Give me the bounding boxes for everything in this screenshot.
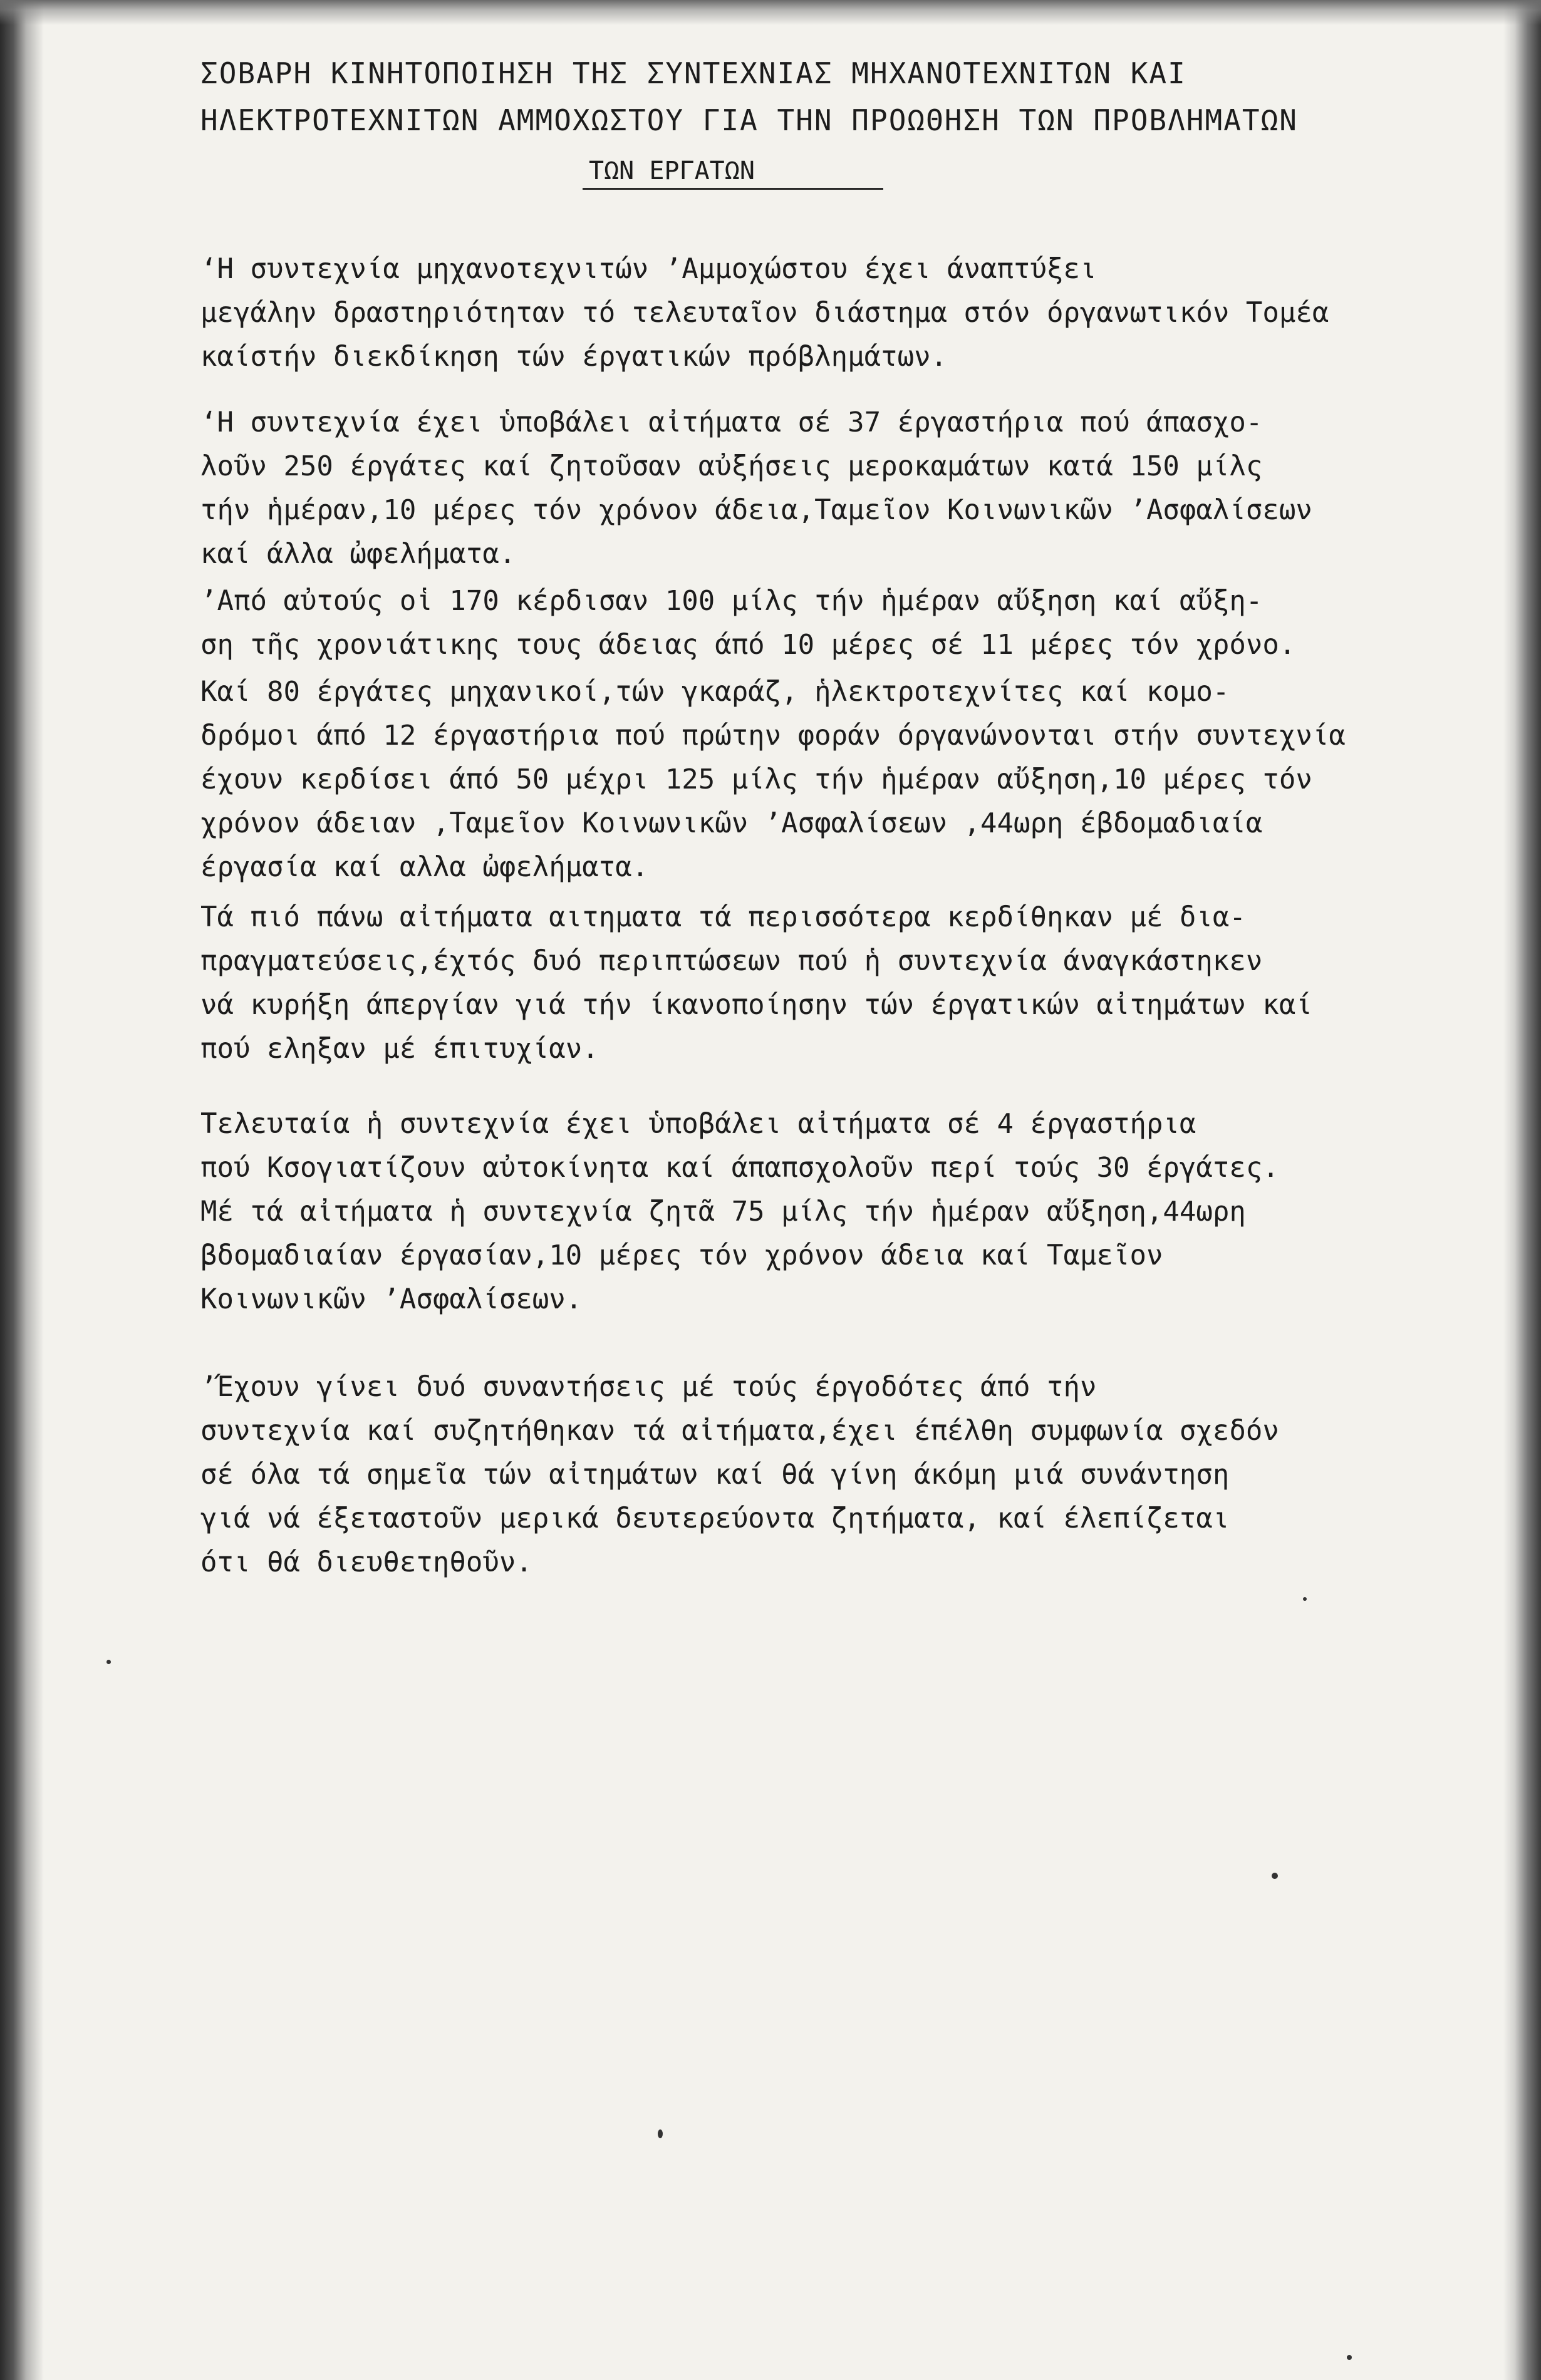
body-line: Κοινωνικῶν ʼΑσφαλίσεων. <box>200 1283 583 1315</box>
scan-speck <box>658 2129 663 2138</box>
scan-speck <box>1272 1873 1278 1879</box>
body-line: νά κυρήξη άπεργίαν γιά τήν ίκανοποίησην τών έργατικών αἰτημάτων καί <box>200 989 1312 1021</box>
body-line: έργασία καί αλλα ὠφελήματα. <box>200 851 649 883</box>
body-line: καί άλλα ὠφελήματα. <box>200 538 516 570</box>
body-line: Τά πιό πάνω αἰτήματα αιτηματα τά περισσότερα κερδίθηκαν μέ δια- <box>200 901 1246 933</box>
body-line: καίστήν διεκδίκηση τών έργατικών πρόβλημάτων. <box>200 341 948 373</box>
title-underline <box>583 188 883 190</box>
scan-edge-top <box>0 0 1541 25</box>
body-line: ʼΈχουν γίνει δυό συναντήσεις μέ τούς έργοδότες άπό τήν <box>200 1371 1097 1403</box>
scan-edge-right <box>1503 0 1541 2380</box>
body-line: ʻΗ συντεχνία μηχανοτεχνιτών ʼΑμμοχώστου έχει άναπτύξει <box>200 253 1097 285</box>
document-title-line-1: ΣΟΒΑΡΗ ΚΙΝΗΤΟΠΟΙΗΣΗ ΤΗΣ ΣΥΝΤΕΧΝΙΑΣ ΜΗΧΑΝΟΤΕΧΝΙΤΩΝ ΚΑΙ <box>200 56 1186 90</box>
body-line: μεγάλην δραστηριότηταν τό τελευταῖον διάστημα στόν όργανωτικόν Τομέα <box>200 297 1329 329</box>
body-line: δρόμοι άπό 12 έργαστήρια πού πρώτην φοράν όργανώνονται στήν συντεχνία <box>200 720 1346 752</box>
body-line: τήν ἡμέραν,10 μέρες τόν χρόνον άδεια,Ταμεῖον Κοινωνικῶν ʼΑσφαλίσεων <box>200 494 1312 526</box>
body-line: Τελευταία ἡ συντεχνία έχει ὑποβάλει αἰτήματα σέ 4 έργαστήρια <box>200 1108 1196 1140</box>
document-title-line-2: ΗΛΕΚΤΡΟΤΕΧΝΙΤΩΝ ΑΜΜΟΧΩΣΤΟΥ ΓΙΑ ΤΗΝ ΠΡΟΩΘΗΣΗ ΤΩΝ ΠΡΟΒΛΗΜΑΤΩΝ <box>200 103 1298 137</box>
body-line: έχουν κερδίσει άπό 50 μέχρι 125 μίλς τήν ἡμέραν αὔξηση,10 μέρες τόν <box>200 763 1312 795</box>
document-title-line-3: ΤΩΝ ΕΡΓΑΤΩΝ <box>589 157 755 185</box>
body-line: πού Κσογιατίζουν αὐτοκίνητα καί άπαπσχολοῦν περί τούς 30 έργάτες. <box>200 1152 1279 1184</box>
body-line: πού εληξαν μέ έπιτυχίαν. <box>200 1033 599 1065</box>
body-line: σέ όλα τά σημεῖα τών αἰτημάτων καί θά γίνη άκόμη μιά συνάντηση <box>200 1459 1230 1491</box>
body-line: λοῦν 250 έργάτες καί ζητοῦσαν αὐξήσεις μεροκαμάτων κατά 150 μίλς <box>200 450 1263 482</box>
body-line: Καί 80 έργάτες μηχανικοί,τών γκαράζ, ἡλεκτροτεχνίτες καί κομο- <box>200 676 1230 708</box>
scan-edge-left <box>0 0 44 2380</box>
body-line: χρόνον άδειαν ,Ταμεῖον Κοινωνικῶν ʼΑσφαλίσεων ,44ωρη έβδομαδιαία <box>200 807 1263 839</box>
body-line: γιά νά έξεταστοῦν μερικά δευτερεύοντα ζητήματα, καί έλεπίζεται <box>200 1503 1230 1534</box>
scan-speck <box>1347 2355 1352 2360</box>
scan-speck <box>106 1660 111 1664</box>
body-line: ότι θά διευθετηθοῦν. <box>200 1546 532 1578</box>
body-line: ʼΑπό αὐτούς οἱ 170 κέρδισαν 100 μίλς τήν ἡμέραν αὔξηση καί αὔξη- <box>200 585 1263 617</box>
body-line: συντεχνία καί συζητήθηκαν τά αἰτήματα,έχει έπέλθη συμφωνία σχεδόν <box>200 1415 1279 1447</box>
body-line: ʻΗ συντεχνία έχει ὑποβάλει αἰτήματα σέ 37 έργαστήρια πού άπασχο- <box>200 406 1263 438</box>
scan-speck <box>1303 1597 1307 1601</box>
body-line: Μέ τά αἰτήματα ἡ συντεχνία ζητᾶ 75 μίλς τήν ἡμέραν αὔξηση,44ωρη <box>200 1196 1246 1228</box>
body-line: ση τῆς χρονιάτικης τους άδειας άπό 10 μέρες σέ 11 μέρες τόν χρόνο. <box>200 629 1296 661</box>
body-line: πραγματεύσεις,έχτός δυό περιπτώσεων πού ἡ συντεχνία άναγκάστηκεν <box>200 945 1263 977</box>
body-line: βδομαδιαίαν έργασίαν,10 μέρες τόν χρόνον άδεια καί Ταμεῖον <box>200 1239 1163 1271</box>
